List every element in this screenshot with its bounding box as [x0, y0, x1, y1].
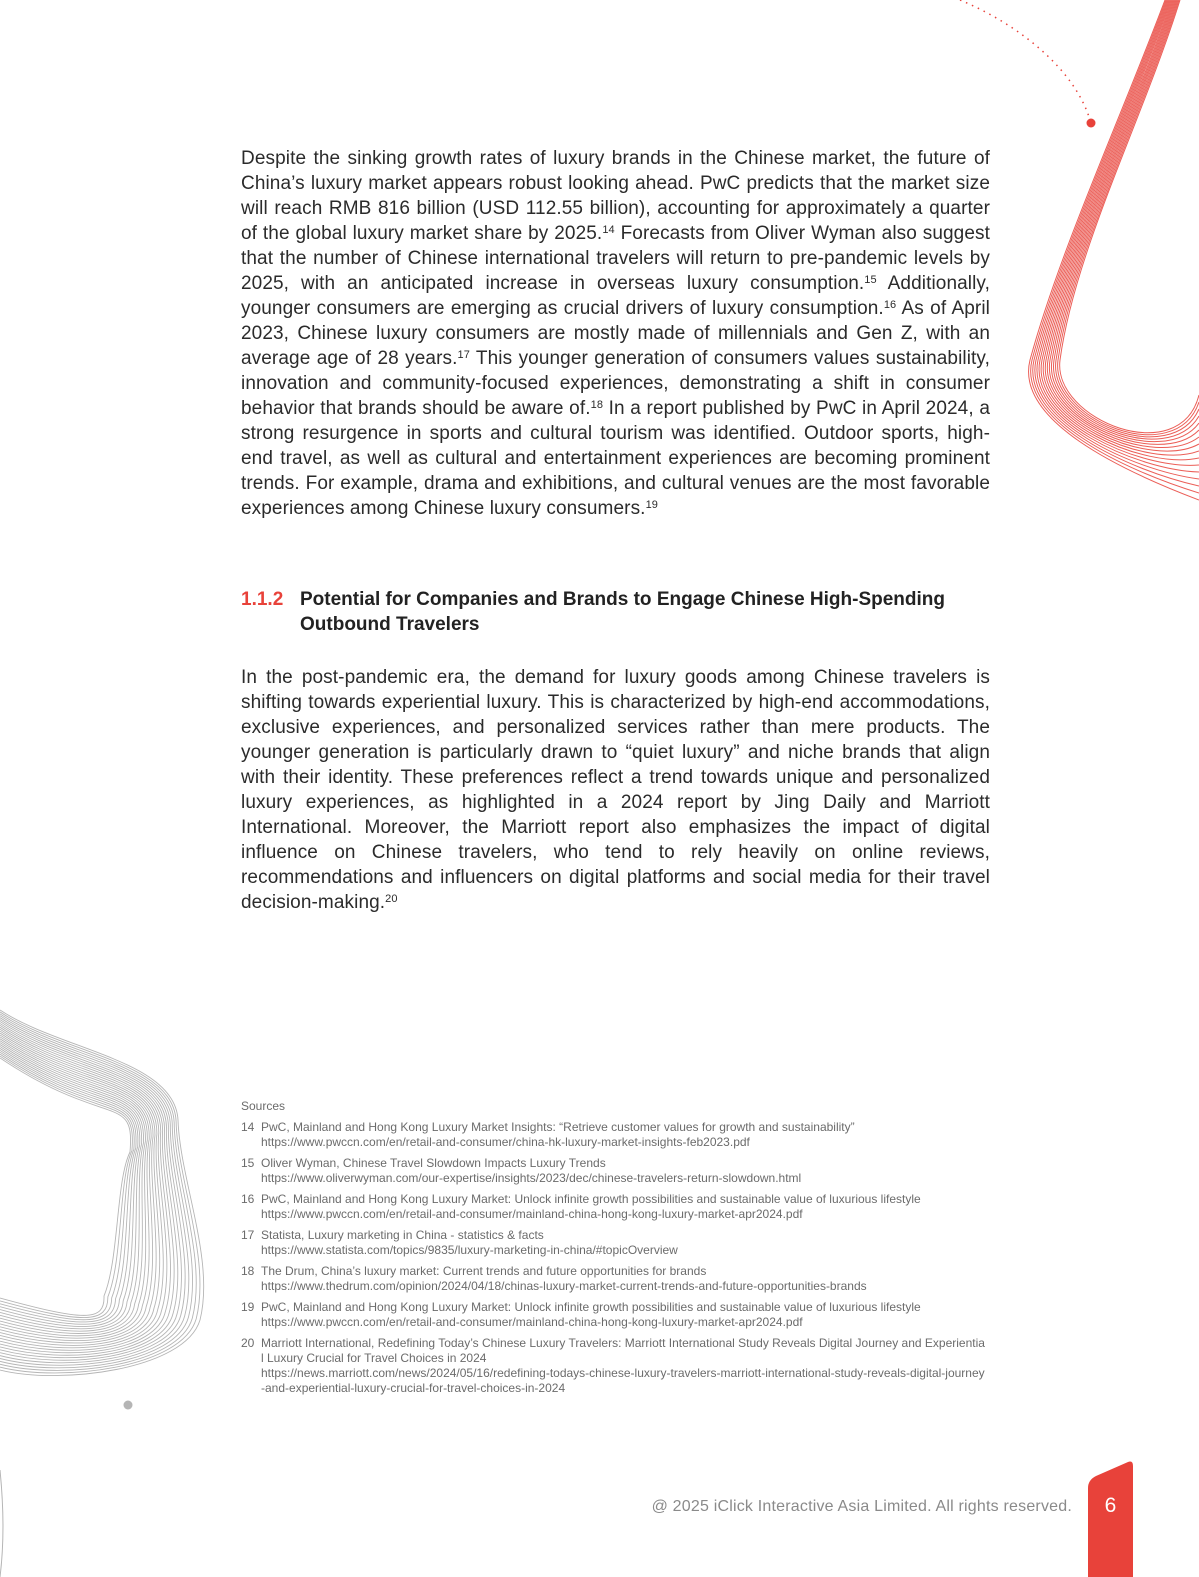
source-url-link[interactable]: https://www.statista.com/topics/9835/luxury-marketing-in-china/#topicOverview — [261, 1243, 678, 1257]
gray-wave-line — [0, 1054, 134, 1320]
source-url-link[interactable]: https://www.oliverwyman.com/our-expertise/insights/2023/dec/chinese-travelers-return-slowdown.html — [261, 1171, 802, 1185]
source-number: 14 — [241, 1120, 255, 1134]
red-wave-line — [1039, 0, 1199, 465]
gray-wave-line — [0, 1039, 149, 1338]
gray-wave-line — [0, 1014, 196, 1371]
source-item — [241, 1228, 990, 1258]
gray-wave-line — [0, 1035, 156, 1343]
source-citation: Statista, Luxury marketing in China - statistics & facts — [261, 1228, 544, 1242]
source-number: 15 — [241, 1156, 255, 1170]
section-title: Potential for Companies and Brands to Engage Chinese High-Spending Outbound Travelers — [300, 589, 945, 635]
red-wave-line — [1043, 0, 1199, 455]
red-wave-line — [1031, 0, 1199, 493]
red-wave-line — [1041, 0, 1199, 460]
red-wave-line — [1058, 0, 1199, 435]
footnote-ref-20[interactable]: 20 — [385, 893, 398, 905]
body-paragraph-2 — [241, 665, 990, 915]
gray-wave-line — [0, 1031, 163, 1348]
gray-wave-line — [0, 1058, 131, 1315]
gray-edge-line — [0, 1470, 3, 1577]
section-number: 1.1.2 — [241, 589, 284, 610]
section-heading — [241, 587, 990, 637]
source-url-link[interactable]: https://www.pwccn.com/en/retail-and-consumer/mainland-china-hong-kong-luxury-market-apr2024.pdf — [261, 1315, 803, 1329]
sources-section — [241, 1099, 990, 1402]
gray-wave-line — [0, 1052, 136, 1322]
footnote-ref-17[interactable]: 17 — [457, 349, 470, 361]
source-url-link[interactable]: https://www.pwccn.com/en/retail-and-consumer/mainland-china-hong-kong-luxury-market-apr2024.pdf — [261, 1207, 803, 1221]
gray-wave-line — [0, 1010, 204, 1376]
source-number: 19 — [241, 1300, 255, 1314]
gray-wave-line — [0, 1033, 160, 1345]
footnote-ref-15[interactable]: 15 — [864, 274, 877, 286]
text-run: Forecasts from Oliver Wyman also suggest that the number of Chinese international travelers will return to pre-pandemic levels by 2025, with an anticipated increase in overseas luxury consumption. — [241, 223, 990, 294]
source-number: 17 — [241, 1228, 255, 1242]
source-citation: PwC, Mainland and Hong Kong Luxury Market Insights: “Retrieve customer values for growth and sustainability” — [261, 1120, 855, 1134]
sources-title: Sources — [241, 1099, 286, 1113]
footnote-ref-18[interactable]: 18 — [590, 399, 604, 411]
text-run: Additionally, younger consumers are emerging as crucial drivers of luxury consumption. — [241, 273, 990, 319]
source-item — [241, 1264, 990, 1294]
red-wave-line — [1033, 0, 1199, 486]
source-url-link[interactable]: https://news.marriott.com/news/2024/05/16/redefining-todays-chinese-luxury-travelers-marriott-international-study-reveals-digital-journey-and-experiential-luxury-crucial-for-travel-choices-in-2024 — [261, 1366, 985, 1395]
page-number: 6 — [1104, 1494, 1117, 1517]
gray-dot — [124, 1401, 133, 1410]
source-citation: The Drum, China’s luxury market: Current trends and future opportunities for brands — [261, 1264, 707, 1278]
gray-wave-line — [0, 1020, 185, 1363]
source-item — [241, 1192, 990, 1222]
red-wave-line — [1049, 0, 1199, 444]
source-citation: Marriott International, Redefining Today’s Chinese Luxury Travelers: Marriott International Study Reveals Digital Journey and Experiential Luxury Crucial for Travel Choices in 2024 — [261, 1336, 985, 1365]
red-wave-line — [1056, 0, 1199, 437]
source-citation: PwC, Mainland and Hong Kong Luxury Market: Unlock infinite growth possibilities and sustainable value of luxurious lifestyle — [261, 1192, 921, 1206]
gray-wave-line — [0, 1022, 181, 1361]
footnote-ref-19[interactable]: 19 — [645, 499, 658, 511]
gray-wave-line — [0, 1048, 140, 1326]
gray-wave-line — [0, 1043, 145, 1334]
gray-wave-line — [0, 1029, 167, 1350]
source-item — [241, 1120, 990, 1150]
gray-wave-line — [0, 1045, 144, 1332]
source-item — [241, 1300, 990, 1330]
source-url-link[interactable]: https://www.pwccn.com/en/retail-and-consumer/china-hk-luxury-market-insights-feb2023.pdf — [261, 1135, 750, 1149]
red-wave-line — [1047, 0, 1199, 448]
source-item — [241, 1156, 990, 1186]
footnote-ref-14[interactable]: 14 — [602, 224, 615, 236]
red-dotted-arc — [960, 0, 1090, 120]
text-run: As of April 2023, Chinese luxury consumers are mostly made of millennials and Gen Z, with an average age of 28 years. — [241, 298, 990, 369]
source-number: 16 — [241, 1192, 255, 1206]
red-wave-line — [1054, 0, 1199, 439]
gray-wave-line — [0, 1025, 174, 1355]
footnote-ref-16[interactable]: 16 — [883, 299, 897, 311]
source-number: 20 — [241, 1336, 255, 1350]
gray-wave-line — [0, 1041, 147, 1336]
gray-wave-line — [0, 1018, 189, 1366]
gray-wave-line — [0, 1046, 142, 1328]
text-run: Despite the sinking growth rates of luxury brands in the Chinese market, the future of China’s luxury market appears robust looking ahead. PwC predicts that the market size will reach RMB 816 billion (USD 112.55 billion), accounting for approximately a quarter of the global luxury market share by 2025. — [241, 148, 990, 244]
text-run: In a report published by PwC in April 2024, a strong resurgence in sports and cultural tourism was identified. Outdoor sports, high-end travel, as well as cultural and entertainment experiences are becoming prominent trends. For example, drama and exhibitions, and cultural venues are the most favorable experiences among Chinese luxury consumers. — [241, 398, 990, 519]
gray-wave-line — [0, 1016, 193, 1368]
red-wave-line — [1045, 0, 1199, 451]
text-run: In the post-pandemic era, the demand for luxury goods among Chinese travelers is shifting towards experiential luxury. This is characterized by high-end accommodations, exclusive experiences, and personalized services rather than mere products. The younger generation is particularly drawn to “quiet luxury” and niche brands that align with their identity. These preferences reflect a trend towards unique and personalized luxury experiences, as highlighted in a 2024 report by Jing Daily and Marriott International. Moreover, the Marriott report also emphasizes the impact of digital influence on Chinese travelers, who tend to rely heavily on online reviews, recommendations and influencers on digital platforms and social media for their travel decision-making. — [241, 667, 990, 913]
source-url-link[interactable]: https://www.thedrum.com/opinion/2024/04/18/chinas-luxury-market-current-trends-and-future-opportunities-brands — [261, 1279, 867, 1293]
page-number-tab — [1088, 1460, 1133, 1577]
gray-wave-line — [0, 1056, 132, 1317]
red-wave-line — [1037, 0, 1199, 472]
red-wave-line — [1051, 0, 1199, 442]
red-wave-line — [1029, 0, 1199, 500]
text-run: This younger generation of consumers values sustainability, innovation and community-focused experiences, demonstrating a shift in consumer behavior that brands should be aware of. — [241, 348, 990, 419]
gray-wave-line — [0, 1023, 178, 1357]
red-wave-line — [1035, 0, 1199, 479]
source-citation: PwC, Mainland and Hong Kong Luxury Market: Unlock infinite growth possibilities and sustainable value of luxurious lifestyle — [261, 1300, 921, 1314]
red-dot — [1087, 119, 1096, 128]
source-item — [241, 1336, 990, 1396]
gray-wave-line — [0, 1050, 138, 1324]
gray-wave-line — [0, 1012, 200, 1373]
footer-copyright: @ 2025 iClick Interactive Asia Limited. All rights reserved. — [651, 1498, 1072, 1515]
source-citation: Oliver Wyman, Chinese Travel Slowdown Impacts Luxury Trends — [261, 1156, 606, 1170]
source-number: 18 — [241, 1264, 255, 1278]
gray-wave-line — [0, 1027, 171, 1352]
body-paragraph-1 — [241, 146, 990, 521]
gray-wave-line — [0, 1037, 153, 1341]
red-wave-line — [1060, 0, 1199, 433]
